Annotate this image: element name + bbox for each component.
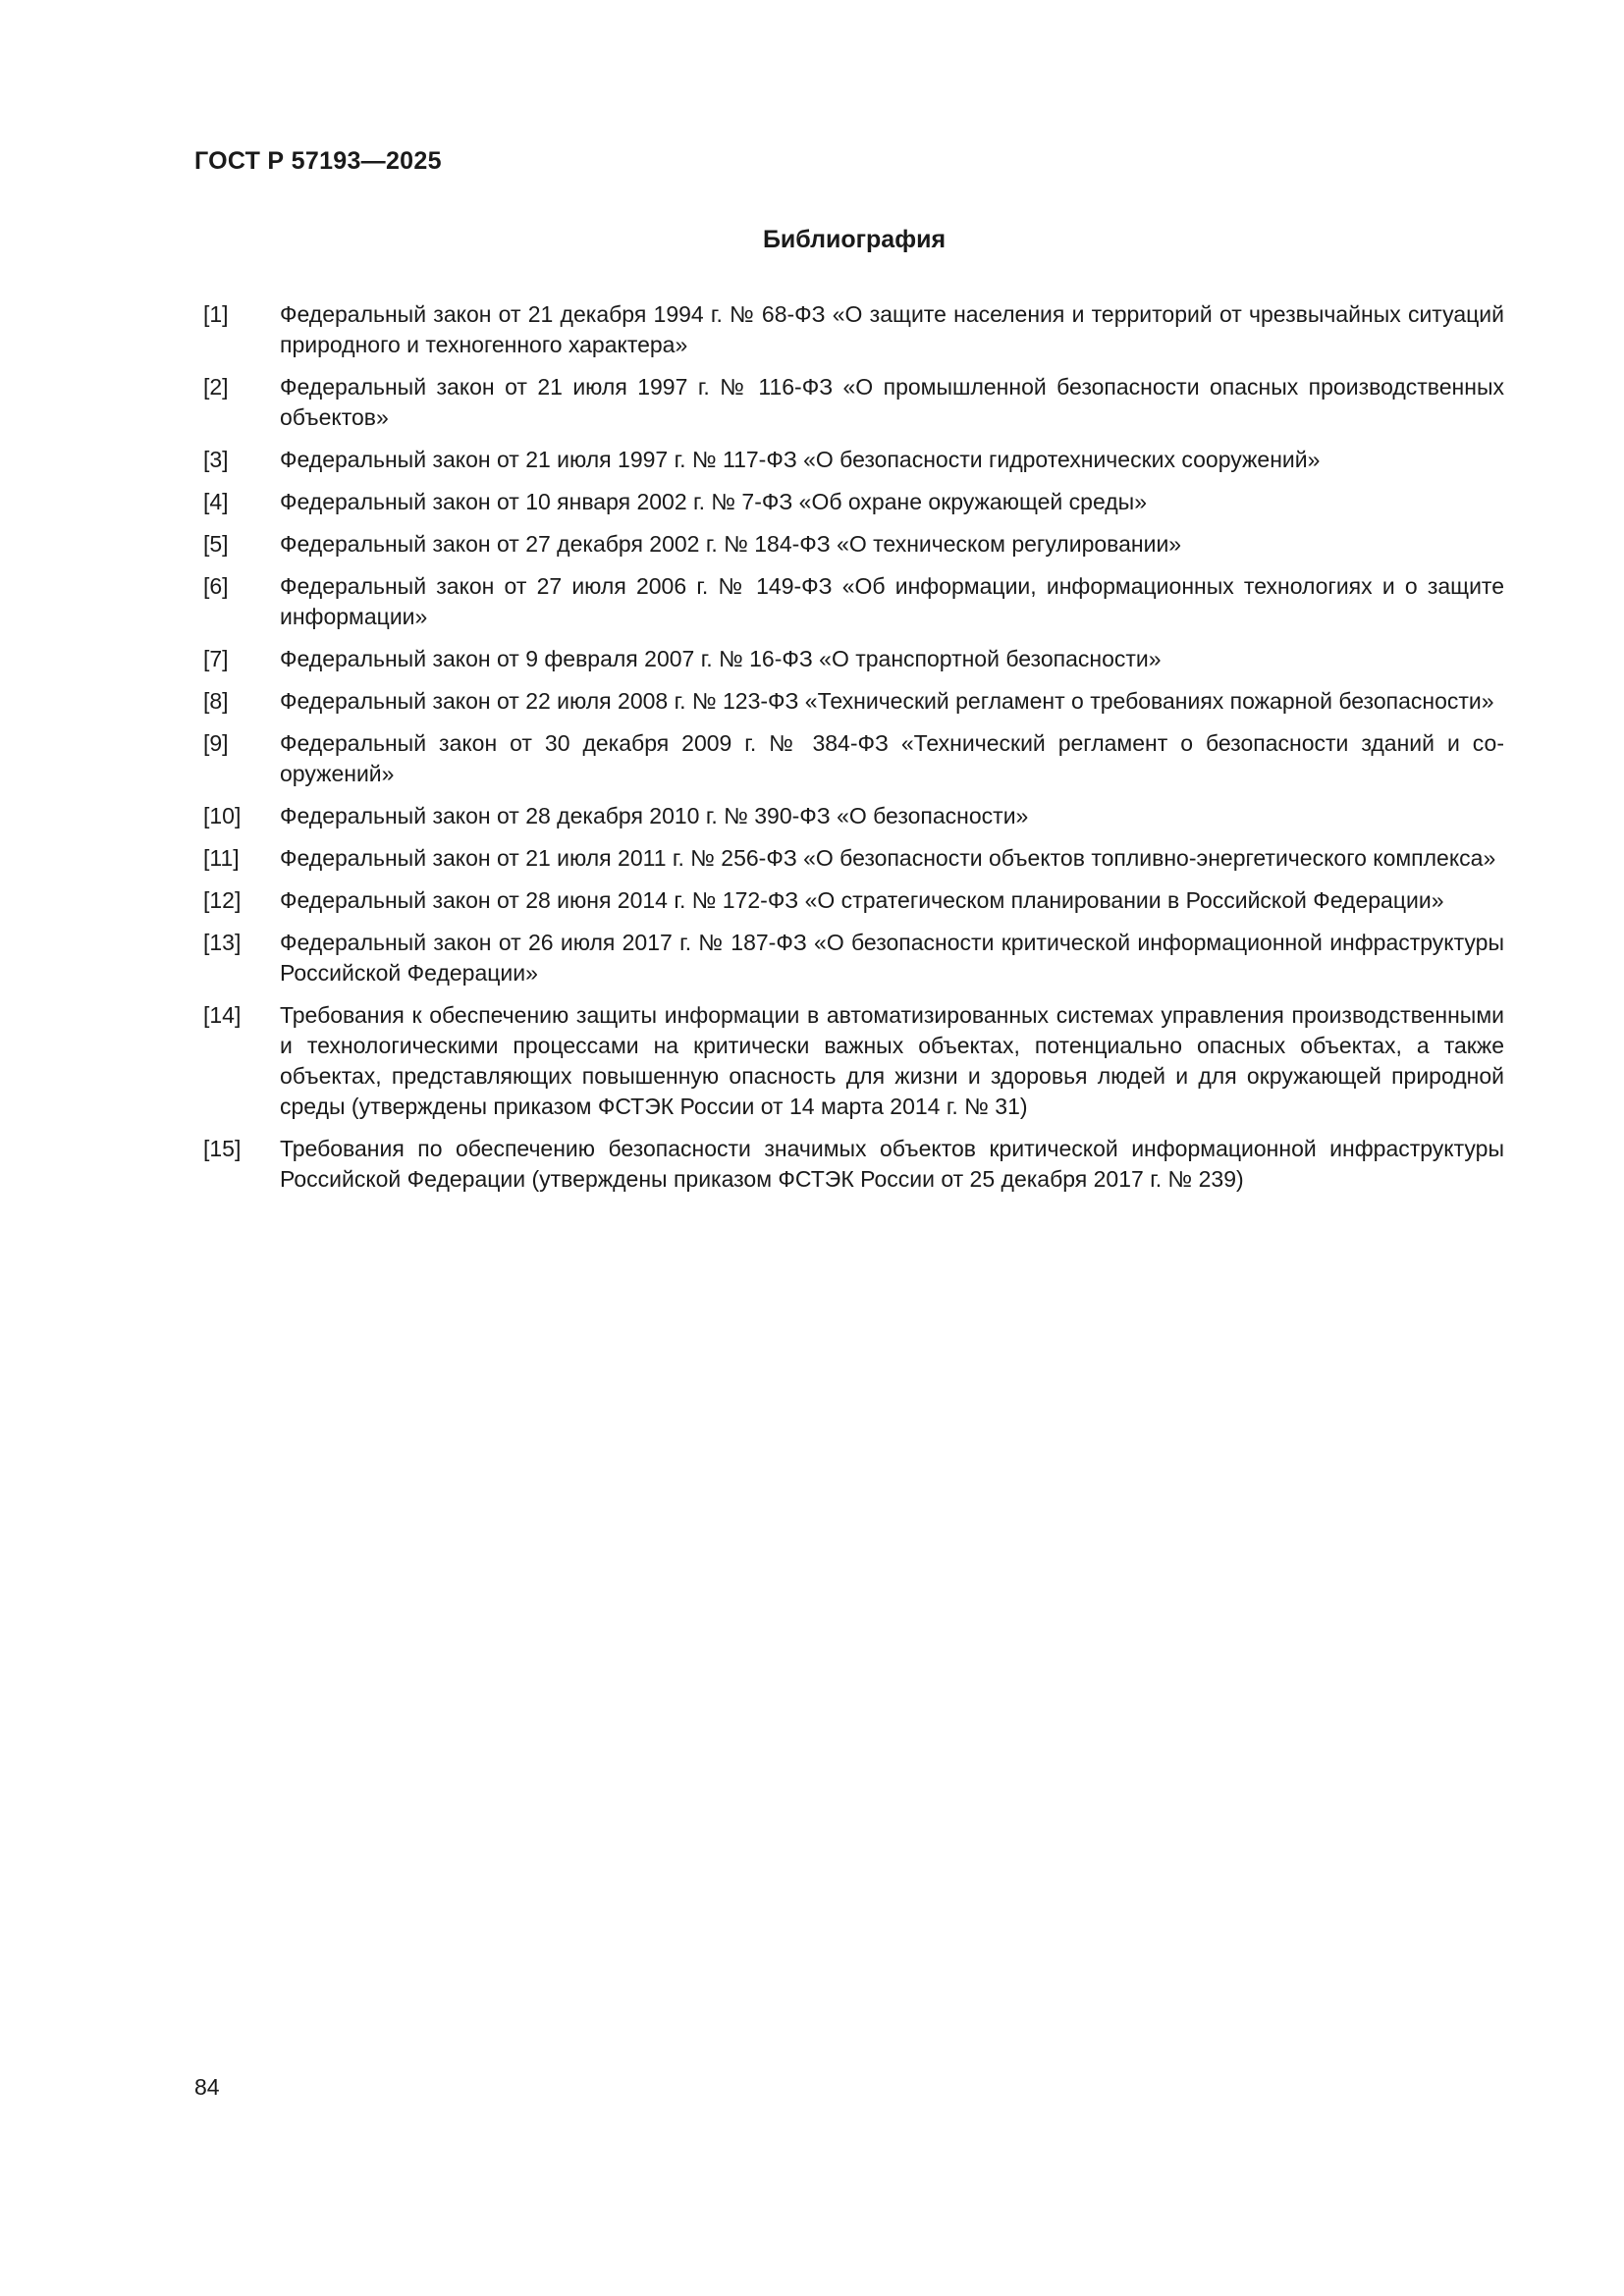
bibliography-list [203,299,1504,1206]
entry-number: [14] [203,1002,242,1028]
entry-text: Федеральный закон от 22 июля 2008 г. № 123-ФЗ «Технический регламент о требованиях пожарной безопасности» [280,688,1494,714]
entry-text: Федеральный закон от 9 февраля 2007 г. № 16-ФЗ «О транспортной безопасности» [280,646,1162,671]
entry-text: Федеральный закон от 21 июля 1997 г. № 116-ФЗ «О промышленной безопасности опасных производственных объектов» [280,374,1504,430]
entry-text: Федеральный закон от 27 декабря 2002 г. № 184-ФЗ «О техническом регулировании» [280,531,1182,557]
entry-number: [4] [203,489,229,514]
standard-code: ГОСТ Р 57193—2025 [194,147,442,175]
entry-number: [10] [203,803,242,828]
bibliography-entry [203,372,1504,433]
bibliography-entry [203,928,1504,988]
entry-text: Федеральный закон от 21 июля 1997 г. № 117-ФЗ «О безопасности гидротехнических сооружений» [280,447,1321,472]
entry-number: [7] [203,646,229,671]
entry-text: Федеральный закон от 28 декабря 2010 г. № 390-ФЗ «О безопасности» [280,803,1029,828]
entry-number: [11] [203,845,240,871]
bibliography-entry [203,1000,1504,1122]
entry-number: [1] [203,301,229,327]
bibliography-entry [203,644,1504,674]
entry-text: Требования к обеспечению защиты информации в автоматизированных системах управления производственными и технологическими процессами на критически важных объектах, потенциально опасных объектах, а также объектах, представляющих повышенную опасность для жизни и здоровья людей и для окружающей природной среды (утверждены приказом ФСТЭК России от 14 марта 2014 г. № 31) [280,1002,1504,1119]
entry-text: Федеральный закон от 27 июля 2006 г. № 149-ФЗ «Об информации, информационных технологиях и о защите информации» [280,573,1504,629]
entry-text: Федеральный закон от 10 января 2002 г. № 7-ФЗ «Об охране окружающей среды» [280,489,1147,514]
bibliography-entry [203,801,1504,831]
bibliography-entry [203,885,1504,916]
page-number: 84 [194,2074,220,2100]
entry-text: Федеральный закон от 26 июля 2017 г. № 187-ФЗ «О безопасности критической информационной инфраструктуры Российской Федерации» [280,930,1504,986]
bibliography-entry [203,1134,1504,1195]
bibliography-entry [203,686,1504,717]
entry-text: Федеральный закон от 21 июля 2011 г. № 256-ФЗ «О безопасности объектов топливно-энергетического комплекса» [280,845,1496,871]
bibliography-entry [203,299,1504,360]
entry-number: [9] [203,730,229,756]
entry-number: [8] [203,688,229,714]
bibliography-entry [203,529,1504,560]
entry-number: [3] [203,447,229,472]
section-title: Библиография [762,226,947,253]
entry-text: Федеральный закон от 21 декабря 1994 г. № 68-ФЗ «О защите населения и территорий от чрезвычайных ситуаций природного и техногенного характера» [280,301,1504,357]
entry-number: [15] [203,1136,242,1161]
entry-number: [5] [203,531,229,557]
entry-text: Требования по обеспечению безопасности значимых объектов критической информационной инфраструктуры Российской Федерации (утверждены приказом ФСТЭК России от 25 декабря 2017 г. № 239) [280,1136,1504,1192]
bibliography-entry [203,571,1504,632]
entry-number: [2] [203,374,229,400]
entry-text: Федеральный закон от 30 декабря 2009 г. № 384-ФЗ «Технический регламент о безопасности зданий и сооружений» [280,730,1504,786]
bibliography-entry [203,445,1504,475]
entry-text: Федеральный закон от 28 июня 2014 г. № 172-ФЗ «О стратегическом планировании в Российской Федерации» [280,887,1444,913]
entry-number: [6] [203,573,229,599]
bibliography-entry [203,843,1504,874]
bibliography-entry [203,487,1504,517]
bibliography-entry [203,728,1504,789]
entry-number: [13] [203,930,242,955]
entry-number: [12] [203,887,242,913]
